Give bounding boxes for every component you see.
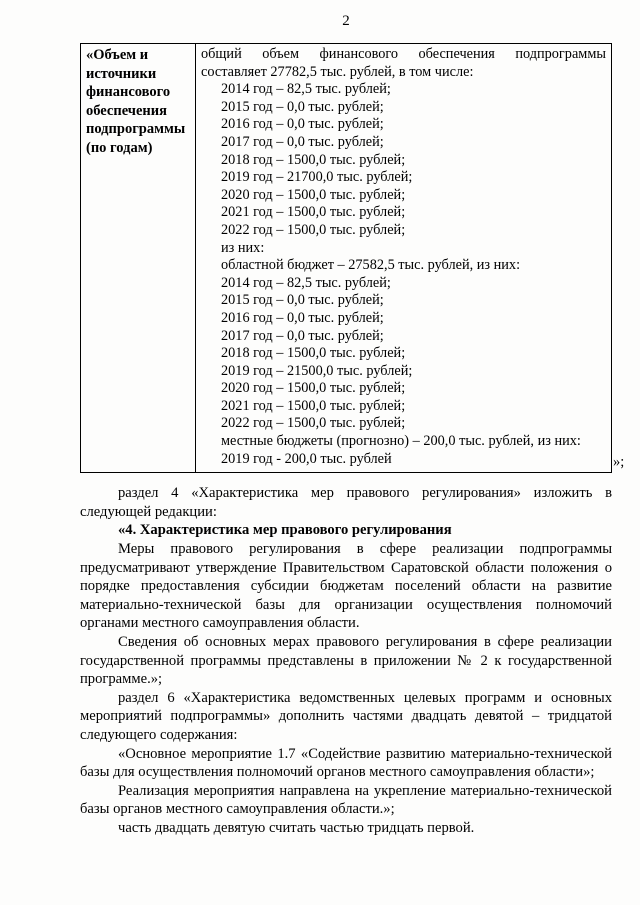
finance-line: 2019 год - 200,0 тыс. рублей bbox=[221, 450, 392, 467]
body-paragraph: Реализация мероприятия направлена на укрепление материально-технической базы органов местного самоуправления области.»; bbox=[80, 782, 612, 818]
section-heading: «4. Характеристика мер правового регулирования bbox=[118, 522, 452, 539]
body-paragraph: раздел 6 «Характеристика ведомственных целевых программ и основных мероприятий подпрограммы» дополнить частями двадцать девятой – тридцатой следующего содержания: bbox=[80, 689, 612, 743]
finance-line: областной бюджет – 27582,5 тыс. рублей, из них: bbox=[221, 257, 521, 274]
body-paragraph: раздел 4 «Характеристика мер правового регулирования» изложить в следующей редакции: bbox=[80, 485, 612, 520]
finance-line: 2015 год – 0,0 тыс. рублей; bbox=[221, 98, 384, 115]
finance-line: 2016 год – 0,0 тыс. рублей; bbox=[221, 309, 384, 326]
finance-line: общий объем финансового обеспечения подпрограммы составляет 27782,5 тыс. рублей, в том числе: bbox=[201, 46, 606, 80]
table-right-cell bbox=[196, 44, 612, 473]
finance-line: из них: bbox=[221, 239, 265, 256]
program-finance-table bbox=[80, 43, 612, 473]
finance-line: 2019 год – 21500,0 тыс. рублей; bbox=[221, 362, 413, 379]
finance-line: 2014 год – 82,5 тыс. рублей; bbox=[221, 81, 391, 98]
finance-line: 2021 год – 1500,0 тыс. рублей; bbox=[221, 204, 406, 221]
finance-line: местные бюджеты (прогнозно) – 200,0 тыс. рублей, из них: bbox=[221, 433, 581, 450]
finance-line: 2017 год – 0,0 тыс. рублей; bbox=[221, 327, 384, 344]
body-paragraph: часть двадцать девятую считать частью тридцать первой. bbox=[118, 819, 475, 836]
finance-line: 2014 год – 82,5 тыс. рублей; bbox=[221, 274, 391, 291]
body-paragraph: «Основное мероприятие 1.7 «Содействие развитию материально-технической базы для осуществления полномочий органов местного самоуправления области»; bbox=[80, 745, 612, 781]
open-quote: « bbox=[86, 47, 94, 63]
document-body bbox=[80, 484, 612, 837]
finance-line: 2020 год – 1500,0 тыс. рублей; bbox=[221, 186, 406, 203]
finance-line: 2022 год – 1500,0 тыс. рублей; bbox=[221, 415, 406, 432]
finance-line: 2022 год – 1500,0 тыс. рублей; bbox=[221, 221, 406, 238]
table-row bbox=[81, 44, 612, 473]
finance-line: 2020 год – 1500,0 тыс. рублей; bbox=[221, 380, 406, 397]
table-left-cell bbox=[81, 44, 196, 473]
finance-line: 2018 год – 1500,0 тыс. рублей; bbox=[221, 151, 406, 168]
body-paragraph: Сведения об основных мерах правового регулирования в сфере реализации государственной программы представлены в приложении № 2 к государственной программе.»; bbox=[80, 634, 612, 688]
finance-line: 2016 год – 0,0 тыс. рублей; bbox=[221, 116, 384, 133]
table-row-header: Объем и источники финансового обеспечения подпрограммы (по годам) bbox=[86, 47, 186, 156]
finance-line: 2021 год – 1500,0 тыс. рублей; bbox=[221, 397, 406, 414]
finance-table-wrapper bbox=[80, 43, 625, 473]
finance-line: 2017 год – 0,0 тыс. рублей; bbox=[221, 133, 384, 150]
finance-line: 2015 год – 0,0 тыс. рублей; bbox=[221, 292, 384, 309]
page-number: 2 bbox=[342, 13, 350, 29]
finance-line: 2019 год – 21700,0 тыс. рублей; bbox=[221, 169, 413, 186]
finance-line: 2018 год – 1500,0 тыс. рублей; bbox=[221, 345, 406, 362]
table-close-quote: »; bbox=[613, 454, 625, 471]
body-paragraph: Меры правового регулирования в сфере реализации подпрограммы предусматривают утверждение Правительством Саратовской области положения о порядке предоставления субсидии бюджетам поселений области на развитие материально-технической базы для организации осуществления полномочий органами местного самоуправления области. bbox=[80, 541, 612, 632]
